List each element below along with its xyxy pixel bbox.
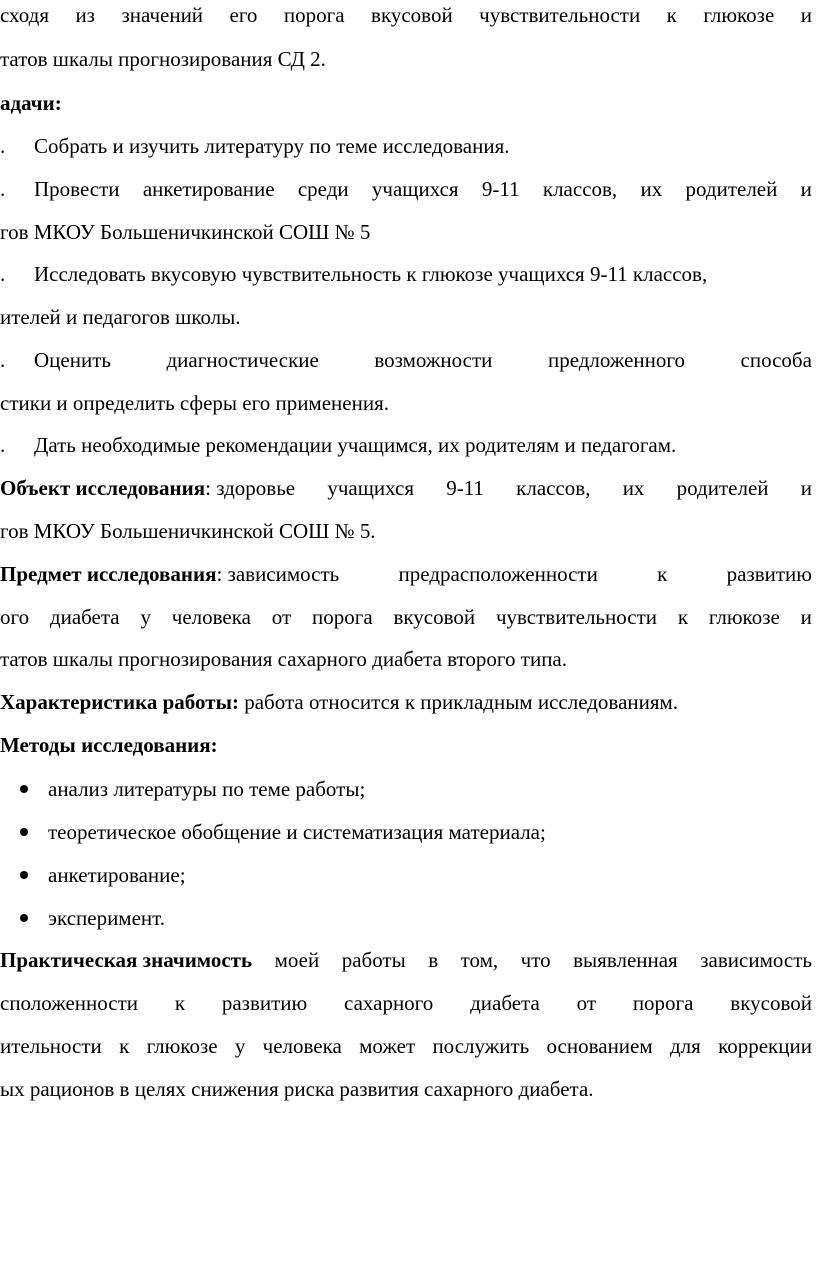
task-item-4: . Оценить диагностические возможности предложенного способа bbox=[0, 348, 812, 372]
task-item-2: . Провести анкетирование среди учащихся 9-11 классов, их родителей и bbox=[0, 177, 812, 201]
intro-line-2: татов шкалы прогнозирования СД 2. bbox=[0, 47, 326, 71]
methods-list-item: теоретическое обобщение и систематизация материала; bbox=[0, 818, 812, 846]
significance-line-3: ительности к глюкозе у человека может послужить основанием для коррекции bbox=[0, 1034, 812, 1058]
task-item-2-cont: гов МКОУ Большеничкинской СОШ № 5 bbox=[0, 220, 371, 244]
task-item-1: . Собрать и изучить литературу по теме исследования. bbox=[0, 134, 510, 158]
characteristic-line: Характеристика работы: работа относится к прикладным исследованиям. bbox=[0, 690, 679, 714]
task-item-3-cont: ителей и педагогов школы. bbox=[0, 305, 241, 329]
bullet-icon bbox=[20, 828, 28, 836]
methods-heading: Методы исследования: bbox=[0, 733, 218, 757]
bullet-icon bbox=[20, 871, 28, 879]
object-line-2: гов МКОУ Большеничкинской СОШ № 5. bbox=[0, 519, 376, 543]
subject-label: Предмет исследования bbox=[0, 562, 217, 586]
bullet-icon bbox=[20, 914, 28, 922]
bullet-icon bbox=[20, 785, 28, 793]
methods-list-item: эксперимент. bbox=[0, 904, 812, 932]
subject-line-1: Предмет исследования : зависимость предрасположенности к развитию bbox=[0, 562, 812, 586]
tasks-heading: адачи: bbox=[0, 91, 62, 115]
significance-line-4: ых рационов в целях снижения риска развития сахарного диабета. bbox=[0, 1077, 594, 1101]
subject-line-3: татов шкалы прогнозирования сахарного диабета второго типа. bbox=[0, 647, 567, 671]
characteristic-label: Характеристика работы: bbox=[0, 690, 239, 714]
task-item-5: . Дать необходимые рекомендации учащимся, их родителям и педагогам. bbox=[0, 433, 677, 457]
methods-list-item: анкетирование; bbox=[0, 861, 812, 889]
intro-line-1: сходя из значений его порога вкусовой чувствительности к глюкозе и bbox=[0, 3, 812, 27]
significance-line-2: сположенности к развитию сахарного диабета от порога вкусовой bbox=[0, 991, 812, 1015]
task-item-3: . Исследовать вкусовую чувствительность к глюкозе учащихся 9-11 классов, bbox=[0, 262, 708, 286]
methods-list-item: анализ литературы по теме работы; bbox=[0, 775, 812, 803]
subject-line-2: ого диабета у человека от порога вкусовой чувствительности к глюкозе и bbox=[0, 605, 812, 629]
task-item-4-cont: стики и определить сферы его применения. bbox=[0, 391, 389, 415]
object-label: Объект исследования bbox=[0, 476, 206, 500]
object-line-1: Объект исследования : здоровье учащихся 9-11 классов, их родителей и bbox=[0, 476, 812, 500]
significance-line-1: Практическая значимость моей работы в том, что выявленная зависимость bbox=[0, 948, 812, 972]
significance-label: Практическая значимость bbox=[0, 948, 253, 972]
